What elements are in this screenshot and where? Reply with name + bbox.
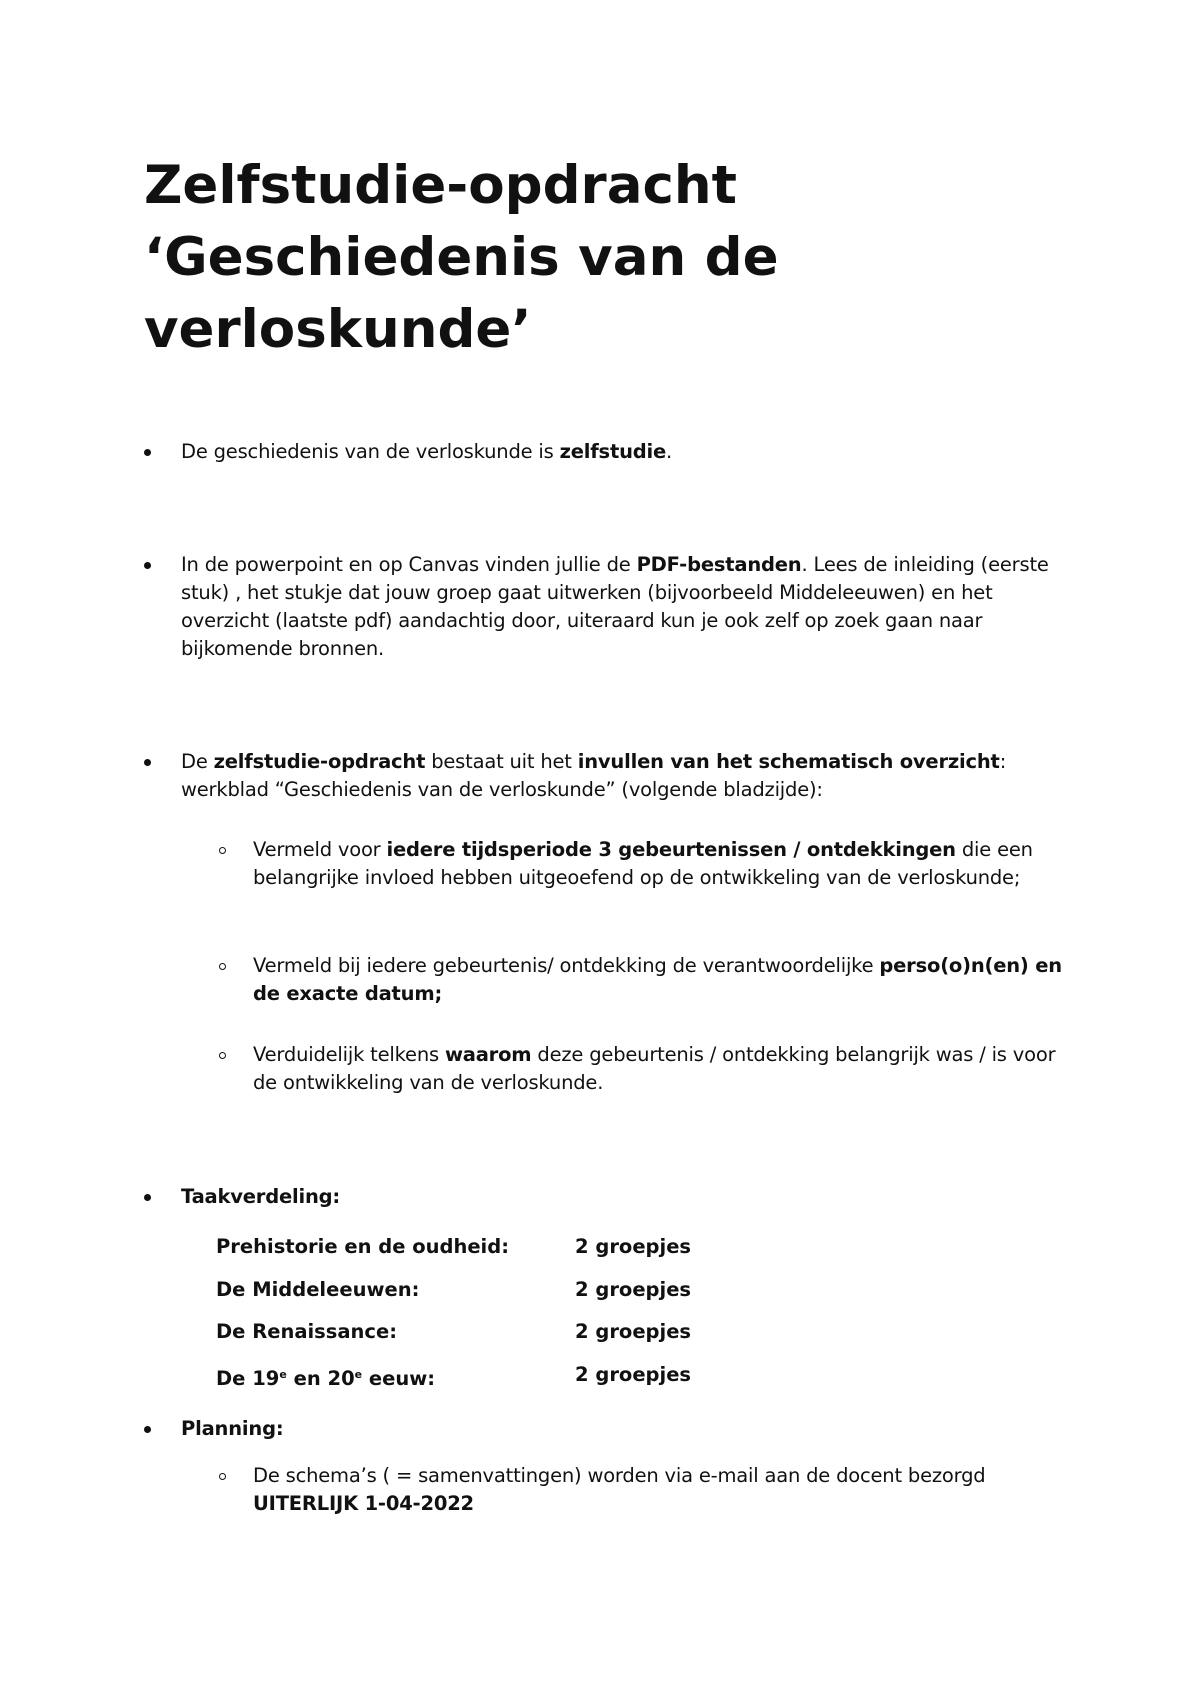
- title-line-1: Zelfstudie-opdracht: [144, 155, 737, 216]
- bullet-icon: [144, 1194, 151, 1201]
- sub-item-text: Verduidelijk telkens waarom deze gebeurtenis / ontdekking belangrijk was / is voor de ontwikkeling van de verloskunde.: [253, 1043, 1056, 1094]
- table-row-groups: 2 groepjes: [575, 1235, 692, 1258]
- planning-heading: Planning:: [181, 1417, 284, 1440]
- bullet-icon: [144, 759, 151, 766]
- table-row-period: De Middeleeuwen:: [216, 1278, 420, 1301]
- sub-item-text: Vermeld bij iedere gebeurtenis/ ontdekking de verantwoordelijke perso(o)n(en) en de exacte datum;: [253, 954, 1062, 1005]
- bullet-icon: [144, 1426, 151, 1433]
- table-row-groups: 2 groepjes: [575, 1278, 692, 1301]
- table-row-period: De 19e en 20e eeuw:: [216, 1367, 436, 1390]
- circle-bullet-icon: [219, 1473, 226, 1480]
- circle-bullet-icon: [219, 847, 226, 854]
- circle-bullet-icon: [219, 1052, 226, 1059]
- table-row-groups: 2 groepjes: [575, 1320, 692, 1343]
- bullet-icon: [144, 562, 151, 569]
- sub-item-text: Vermeld voor iedere tijdsperiode 3 gebeurtenissen / ontdekkingen die een belangrijke invloed hebben uitgeoefend op de ontwikkeling van de verloskunde;: [253, 838, 1033, 889]
- bullet-text: In de powerpoint en op Canvas vinden jullie de PDF-bestanden. Lees de inleiding (eerste stuk) , het stukje dat jouw groep gaat uitwerken (bijvoorbeeld Middeleeuwen) en het overzicht (laatste pdf) aandachtig door, uiteraard kun je ook zelf op zoek gaan naar bijkomende bronnen.: [181, 553, 1049, 660]
- table-row-groups: 2 groepjes: [575, 1363, 692, 1386]
- bullet-text: De zelfstudie-opdracht bestaat uit het invullen van het schematisch overzicht: werkblad “Geschiedenis van de verloskunde” (volgende bladzijde):: [181, 750, 1007, 801]
- table-row-period: Prehistorie en de oudheid:: [216, 1235, 509, 1258]
- bullet-icon: [144, 449, 151, 456]
- sub-item-text: De schema’s ( = samenvattingen) worden via e-mail aan de docent bezorgd UITERLIJK 1-04-2022: [253, 1464, 986, 1515]
- circle-bullet-icon: [219, 963, 226, 970]
- taakverdeling-heading: Taakverdeling:: [181, 1185, 341, 1208]
- document-title: [144, 150, 779, 366]
- title-line-2: ‘Geschiedenis van de: [144, 227, 779, 288]
- bullet-text: De geschiedenis van de verloskunde is zelfstudie.: [181, 440, 673, 463]
- table-row-period: De Renaissance:: [216, 1320, 398, 1343]
- title-line-3: verloskunde’: [144, 299, 532, 360]
